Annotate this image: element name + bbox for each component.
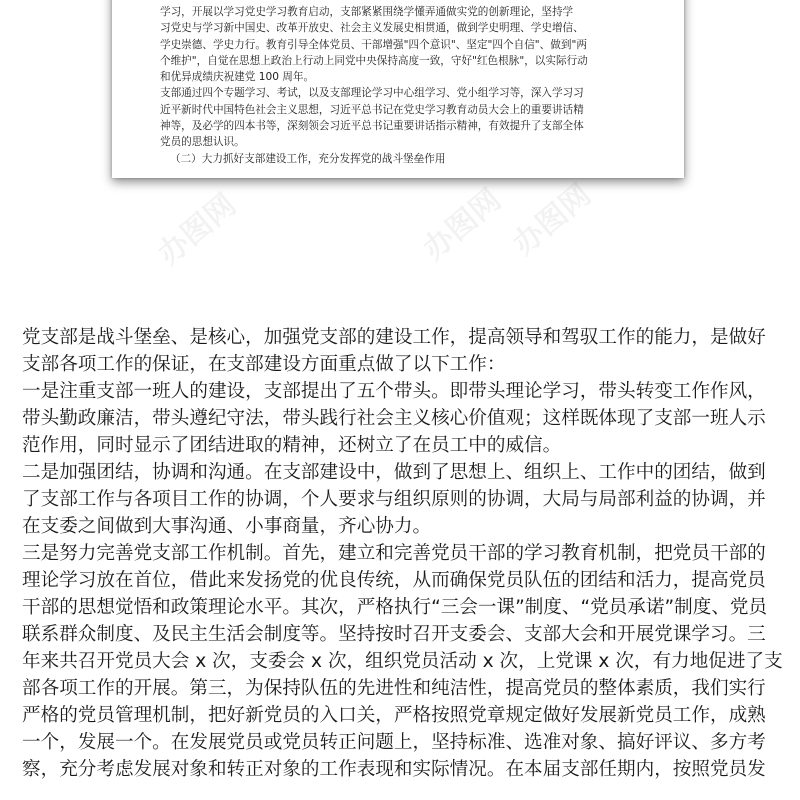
preview-line: 近平新时代中国特色社会主义思想，习近平总书记在党史学习教育动员大会上的重要讲话精 bbox=[160, 103, 584, 116]
body-line: 带头勤政廉洁，带头遵纪守法，带头践行社会主义核心价值观；这样既体现了支部一班人示 bbox=[22, 408, 766, 429]
body-line: 一个，发展一个。在发展党员或党员转正问题上，坚持标准、选准对象、搞好评议、多方考 bbox=[22, 732, 766, 753]
body-line: 二是加强团结，协调和沟通。在支部建设中，做到了思想上、组织上、工作中的团结，做到 bbox=[22, 462, 766, 483]
preview-line: 和优异成绩庆祝建党 100 周年。 bbox=[160, 71, 315, 84]
body-line: 在支委之间做到大事沟通、小事商量，齐心协力。 bbox=[22, 516, 432, 537]
preview-line: 学习，开展以学习党史学习教育启动，支部紧紧围绕学懂弄通做实党的创新理论，坚持学 bbox=[160, 6, 574, 18]
body-line: 察，充分考虑发展对象和转正对象的工作表现和实际情况。在本届支部任期内，按照党员发 bbox=[22, 759, 766, 780]
watermark: 办图网 bbox=[416, 182, 508, 268]
body-line: 干部的思想觉悟和政策理论水平。其次，严格执行“三会一课”制度、“党员承诺”制度、党员 bbox=[22, 597, 768, 618]
body-line: 严格的党员管理机制，把好新党员的入口关，严格按照党章规定做好发展新党员工作，成熟 bbox=[22, 705, 766, 726]
body-line: 支部各项工作的保证，在支部建设方面重点做了以下工作： bbox=[22, 354, 506, 375]
watermark: 办图网 bbox=[151, 187, 243, 273]
preview-sub-heading: （二）大力抓好支部建设工作，充分发挥党的战斗堡垒作用 bbox=[170, 152, 446, 165]
preview-line: 学史崇德、学史力行。教育引导全体党员、干部增强"四个意识"、坚定"四个自信"、做到"两 bbox=[160, 38, 587, 51]
body-line: 范作用，同时显示了团结进取的精神，还树立了在员工中的威信。 bbox=[22, 435, 562, 456]
body-line: 党支部是战斗堡垒、是核心，加强党支部的建设工作，提高领导和驾驭工作的能力，是做好 bbox=[22, 327, 766, 348]
preview-line: 支部通过四个专题学习、考试，以及支部理论学习中心组学习、党小组学习等，深入学习习 bbox=[160, 87, 584, 100]
preview-line: 党员的思想认识。 bbox=[160, 136, 245, 149]
body-line: 了支部工作与各项目工作的协调，个人要求与组织原则的协调，大局与局部利益的协调，并 bbox=[22, 489, 766, 510]
body-line: 联系群众制度、及民主生活会制度等。坚持按时召开支委会、支部大会和开展党课学习。三 bbox=[22, 624, 766, 645]
body-line: 理论学习放在首位，借此来发扬党的优良传统，从而确保党员队伍的团结和活力，提高党员 bbox=[22, 570, 766, 591]
preview-line: 神等，及必学的四本书等，深刻领会习近平总书记重要讲话指示精神，有效提升了支部全体 bbox=[160, 120, 584, 133]
main-body-text bbox=[22, 324, 782, 783]
body-line: 一是注重支部一班人的建设，支部提出了五个带头。即带头理论学习，带头转变工作作风， bbox=[22, 381, 766, 402]
watermark: 办图网 bbox=[506, 177, 598, 263]
body-line: 部各项工作的开展。第三，为保持队伍的先进性和纯洁性，提高党员的整体素质，我们实行 bbox=[22, 678, 766, 699]
body-line: 三是努力完善党支部工作机制。首先，建立和完善党员干部的学习教育机制，把党员干部的 bbox=[22, 543, 766, 564]
body-line: 年来共召开党员大会 x 次，支委会 x 次，组织党员活动 x 次，上党课 x 次，有力地促进了支 bbox=[22, 651, 783, 672]
preview-line: 个维护"，自觉在思想上政治上行动上同党中央保持高度一致，守好"红色根脉"，以实际行动 bbox=[160, 54, 588, 67]
preview-line: 习党史与学习新中国史、改革开放史、社会主义发展史相贯通，做到学史明理、学史增信、 bbox=[160, 22, 584, 35]
document-preview-card bbox=[112, 0, 684, 178]
